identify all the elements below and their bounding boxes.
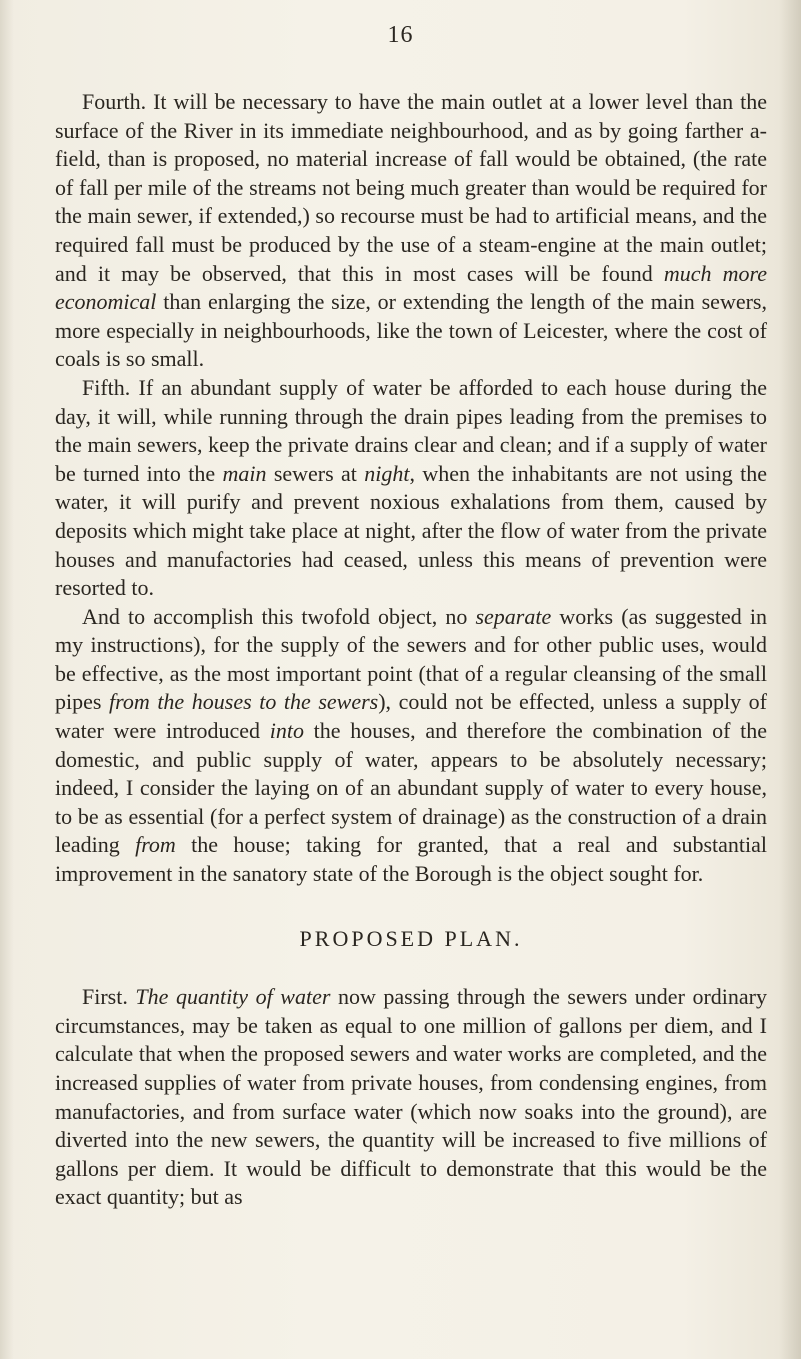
segment: Fourth. It will be necessary to have the main outlet at a lower level than the surface of the River in its immediate neighbourhood, and as by going farther a-field, than is proposed, no material increase of fall would be obtained, (the rate of fall per mile of the streams not being much greater than would be required for the main sewer, if extended,) so recourse must be had to artificial means, and the required fall must be produced by the use of a steam-engine at the main outlet; and it may be observed, that this in most cases will be found bbox=[55, 89, 767, 286]
italic-segment: separate bbox=[475, 603, 552, 629]
segment: the houses, and therefore the combination of the domestic, and public supply of water, appears to be absolutely necessary; indeed, I consider the laying on of an abundant supply of water to every house, to be as essential (for a perfect system of drainage) as the construction of a drain leading bbox=[55, 718, 767, 858]
segment: than enlarging the size, or extending the length of the main sewers, more especially in neighbourhoods, like the town of Leicester, where the cost of coals is so small. bbox=[55, 289, 767, 372]
paragraph-fifth bbox=[55, 374, 767, 603]
italic-segment: from bbox=[135, 832, 176, 858]
italic-segment: main bbox=[222, 460, 267, 486]
body-text bbox=[55, 88, 767, 1212]
segment: ), could not be effected, unless a supply of water were introduced bbox=[55, 689, 767, 744]
page-edge-shadow bbox=[779, 0, 801, 1359]
italic-segment: from the houses to the sewers bbox=[109, 689, 379, 715]
segment: Fifth. If an abundant supply of water be afforded to each house during the day, it will, while running through the drain pipes leading from the premises to the main sewers, keep the private drains clear and clean; and if a supply of water be turned into the bbox=[55, 374, 767, 486]
section-heading: PROPOSED PLAN. bbox=[299, 925, 523, 951]
italic-segment: night bbox=[364, 460, 410, 486]
segment: now passing through the sewers under ordinary circumstances, may be taken as equal to one million of gallons per diem, and I calculate that when the proposed sewers and water works are completed, and the increased supplies of water from private houses, from condensing engines, from manufactories, and from surface water (which now soaks into the ground), are diverted into the new sewers, the quantity will be increased to five millions of gallons per diem. It would be difficult to demonstrate that this would be the exact quantity; but as bbox=[55, 984, 767, 1210]
paragraph-twofold bbox=[55, 603, 767, 889]
segment: sewers at bbox=[266, 460, 365, 486]
page-left-shadow bbox=[0, 0, 14, 1359]
italic-segment: The quantity of water bbox=[135, 984, 331, 1010]
segment: , when the inhabitants are not using the water, it will purify and prevent noxious exhalations from them, caused by deposits which might take place at night, after the flow of water from the private houses and manufactories had ceased, unless this means of prevention were resorted to. bbox=[55, 460, 767, 601]
segment: First. bbox=[82, 984, 136, 1010]
segment: the house; taking for granted, that a real and substantial improvement in the sanatory state of the Borough is the object sought for. bbox=[55, 832, 767, 887]
paragraph-fourth bbox=[55, 88, 767, 374]
paragraph-first bbox=[55, 983, 767, 1212]
italic-segment: much more economical bbox=[55, 260, 767, 315]
page-number: 16 bbox=[387, 22, 414, 48]
italic-segment: into bbox=[269, 718, 304, 744]
segment: works (as suggested in my instructions), for the supply of the sewers and for other public uses, would be effective, as the most important point (that of a regular cleansing of the small pipes bbox=[55, 603, 767, 715]
segment: And to accomplish this twofold object, no bbox=[82, 603, 476, 629]
